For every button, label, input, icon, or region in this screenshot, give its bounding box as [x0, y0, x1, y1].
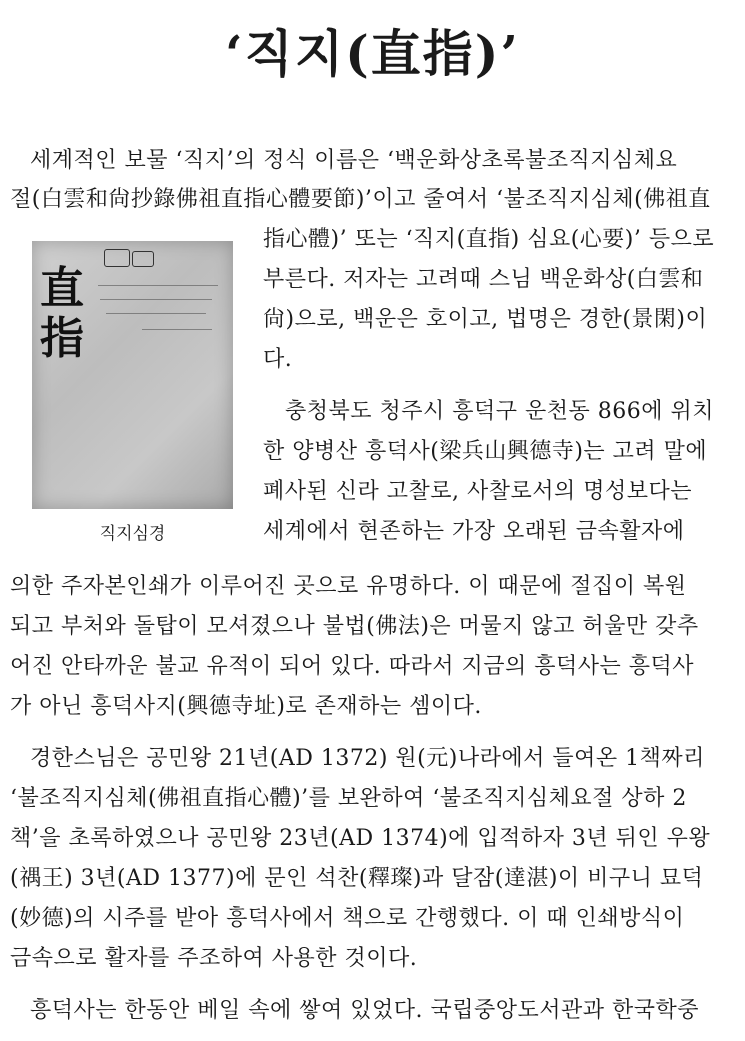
body-line: 어진 안타까운 불교 유적이 되어 있다. 따라서 지금의 흥덕사는 흥덕사: [10, 654, 694, 679]
body-line: 尙)으로, 백운은 호이고, 법명은 경한(景閑)이: [263, 307, 708, 332]
body-line: 다.: [263, 347, 293, 372]
body-line: 指心體)’ 또는 ‘직지(直指) 심요(心要)’ 등으로: [263, 227, 715, 252]
figure-caption: 직지심경: [99, 524, 166, 544]
body-line: 가 아닌 흥덕사지(興德寺址)로 존재하는 셈이다.: [10, 694, 482, 719]
body-line: 충청북도 청주시 흥덕구 운천동 866에 위치: [285, 399, 714, 424]
cover-hanja-top: 直: [40, 263, 84, 314]
jikji-book-photo: [32, 241, 233, 509]
stamp-mark: [104, 249, 130, 267]
handwriting-mark: [106, 313, 206, 314]
body-line: 한 양병산 흥덕사(梁兵山興德寺)는 고려 말에: [263, 439, 708, 464]
body-line: 세계적인 보물 ‘직지’의 정식 이름은 ‘백운화상초록불조직지심체요: [30, 148, 678, 173]
handwriting-mark: [100, 299, 212, 300]
body-line: 부른다. 저자는 고려때 스님 백운화상(白雲和: [263, 267, 704, 292]
page-title: ‘직지(直指)’: [225, 24, 520, 83]
body-line: 되고 부처와 돌탑이 모셔졌으나 불법(佛法)은 머물지 않고 허울만 갖추: [10, 614, 699, 639]
handwriting-mark: [98, 285, 218, 286]
body-line: 흥덕사는 한동안 베일 속에 쌓여 있었다. 국립중앙도서관과 한국학중: [30, 998, 700, 1023]
body-line: 의한 주자본인쇄가 이루어진 곳으로 유명하다. 이 때문에 절집이 복원: [10, 574, 687, 599]
body-line: 절(白雲和尙抄錄佛祖直指心體要節)’이고 줄여서 ‘불조직지심체(佛祖直: [10, 187, 711, 212]
cover-hanja-bottom: 指: [40, 313, 84, 364]
body-line: 금속으로 활자를 주조하여 사용한 것이다.: [10, 946, 418, 971]
body-line: (禑王) 3년(AD 1377)에 문인 석찬(釋璨)과 달잠(達湛)이 비구니 묘덕: [10, 866, 704, 891]
stamp-mark: [132, 251, 154, 267]
body-line: ‘불조직지심체(佛祖直指心體)’를 보완하여 ‘불조직지심체요절 상하 2: [10, 786, 687, 811]
body-line: 책’을 초록하였으나 공민왕 23년(AD 1374)에 입적하자 3년 뒤인 우왕: [10, 826, 711, 851]
body-line: 폐사된 신라 고찰로, 사찰로서의 명성보다는: [263, 479, 693, 504]
body-line: 세계에서 현존하는 가장 오래된 금속활자에: [263, 519, 685, 544]
handwriting-mark: [142, 329, 212, 330]
body-line: 경한스님은 공민왕 21년(AD 1372) 원(元)나라에서 들여온 1책짜리: [30, 746, 705, 771]
body-line: (妙德)의 시주를 받아 흥덕사에서 책으로 간행했다. 이 때 인쇄방식이: [10, 906, 685, 931]
